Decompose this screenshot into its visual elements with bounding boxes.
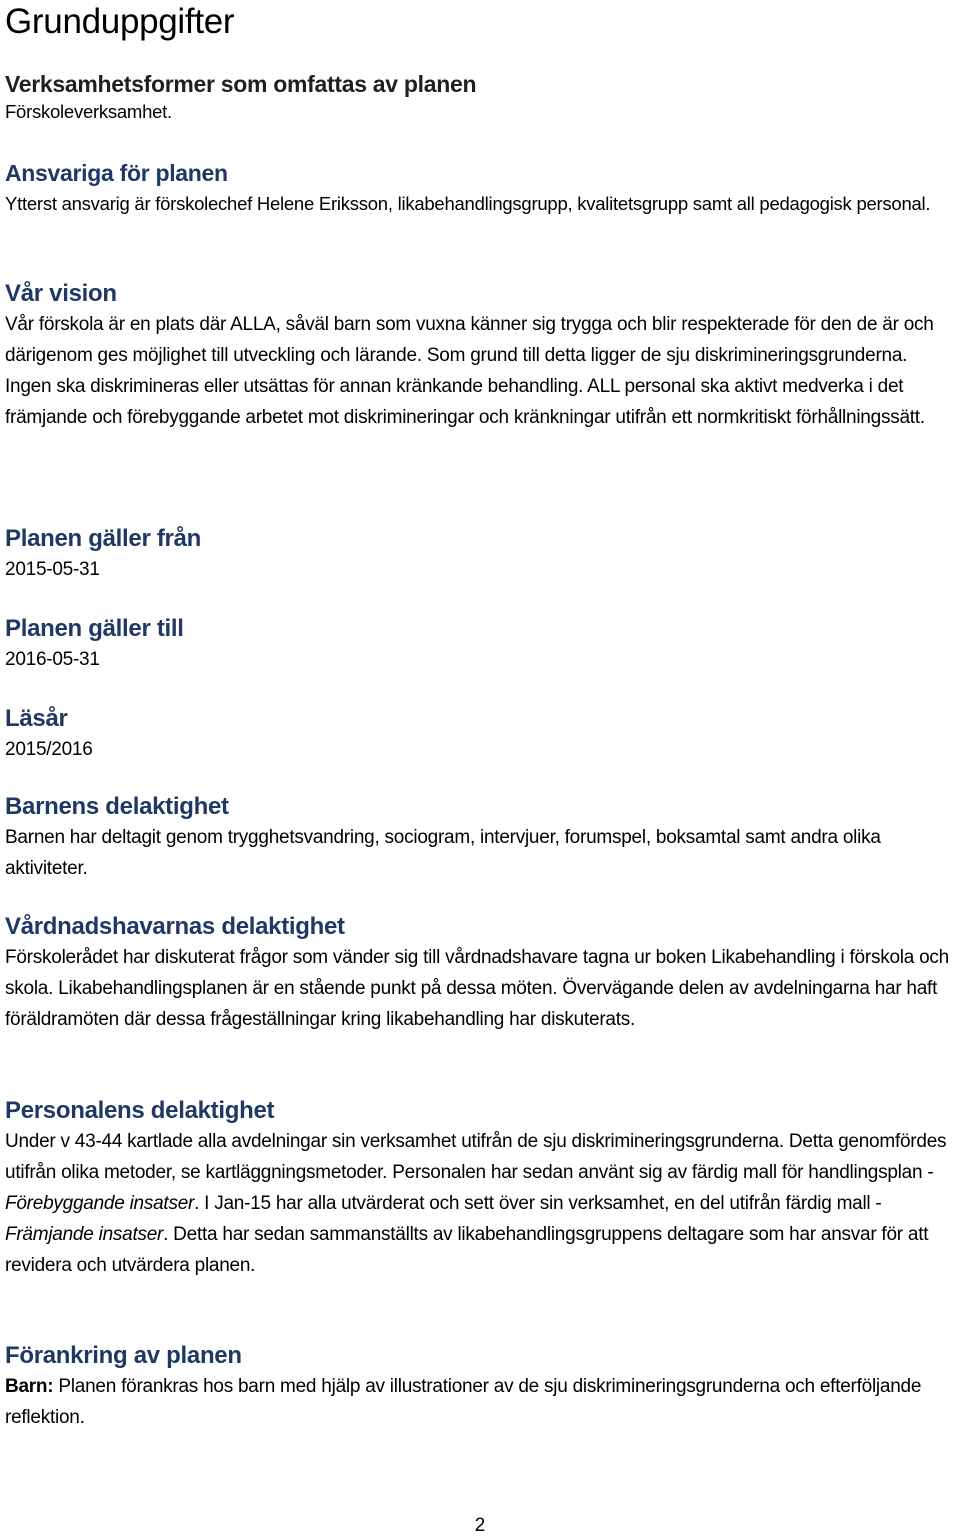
section-text: Barnen har deltagit genom trygghetsvandring, sociogram, intervjuer, forumspel, boksamtal samt andra olika aktiviteter. (5, 827, 881, 879)
section-text: Ytterst ansvarig är förskolechef Helene Eriksson, likabehandlingsgrupp, kvalitetsgrupp samt all pedagogisk personal. (5, 193, 931, 214)
school-year-value: 2015/2016 (5, 739, 93, 760)
section-galler-till (5, 614, 184, 675)
section-heading: Planen gäller till (5, 615, 184, 642)
section-verksamhetsformer (5, 69, 476, 124)
text-segment: . Detta har sedan sammanställts av likabehandlingsgruppens deltagare som har ansvar för att revidera och utvärdera planen. (5, 1224, 929, 1276)
page-number: 2 (474, 1515, 486, 1536)
section-personalens-delaktighet (5, 1096, 955, 1281)
section-barnens-delaktighet (5, 792, 955, 884)
date-value: 2015-05-31 (5, 559, 100, 580)
text-segment: Under v 43-44 kartlade alla avdelningar sin verksamhet utifrån de sju diskrimineringsgrunderna. Detta genomfördes utifrån olika metoder, se kartläggningsmetoder. Personalen har sedan använt sig av färdig mall för handlingsplan - (5, 1131, 947, 1183)
section-vision (5, 279, 955, 433)
section-heading: Barnens delaktighet (5, 793, 229, 820)
section-heading: Vår vision (5, 280, 117, 307)
section-text (5, 1371, 955, 1433)
section-lasar (5, 704, 93, 765)
section-heading: Förankring av planen (5, 1342, 242, 1369)
section-ansvariga (5, 158, 930, 219)
section-heading: Ansvariga för planen (5, 160, 228, 186)
section-heading: Personalens delaktighet (5, 1097, 275, 1124)
section-heading: Planen gäller från (5, 525, 201, 552)
section-vardnadshavarnas-delaktighet (5, 912, 955, 1035)
section-text: Förskolerådet har diskuterat frågor som vänder sig till vårdnadshavare tagna ur boken Likabehandling i förskola och skola. Likabehandlingsplanen är en stående punkt på dessa möten. Övervägande delen av avdelningarna har haft föräldramöten där dessa frågeställningar kring likabehandling har diskuterats. (5, 947, 949, 1030)
date-value: 2016-05-31 (5, 649, 100, 670)
section-heading: Vårdnadshavarnas delaktighet (5, 913, 345, 940)
section-text: Förskoleverksamhet. (5, 101, 172, 122)
section-galler-fran (5, 524, 201, 585)
page-title: Grunduppgifter (5, 2, 235, 41)
italic-term: Främjande insatser (5, 1224, 164, 1245)
section-text: Vår förskola är en plats där ALLA, såväl barn som vuxna känner sig trygga och blir respekterade för den de är och därigenom ges möjlighet till utveckling och lärande. Som grund till detta ligger de sju diskrimineringsgrunderna. Ingen ska diskrimineras eller utsättas för annan kränkande behandling. ALL personal ska aktivt medverka i det främjande och förebyggande arbetet mot diskrimineringar och kränkningar utifrån ett normkritiskt förhållningssätt. (5, 314, 934, 428)
section-heading: Verksamhetsformer som omfattas av planen (5, 71, 477, 97)
section-heading: Läsår (5, 705, 68, 732)
text-segment: . I Jan-15 har alla utvärderat och sett över sin verksamhet, en del utifrån färdig mall - (194, 1193, 882, 1214)
text-segment: Planen förankras hos barn med hjälp av illustrationer av de sju diskrimineringsgrunderna och efterföljande reflektion. (5, 1376, 922, 1428)
bold-label: Barn: (5, 1376, 54, 1397)
document-page (5, 0, 955, 1428)
section-forankring (5, 1341, 955, 1433)
section-text (5, 1126, 955, 1281)
italic-term: Förebyggande insatser (5, 1193, 195, 1214)
